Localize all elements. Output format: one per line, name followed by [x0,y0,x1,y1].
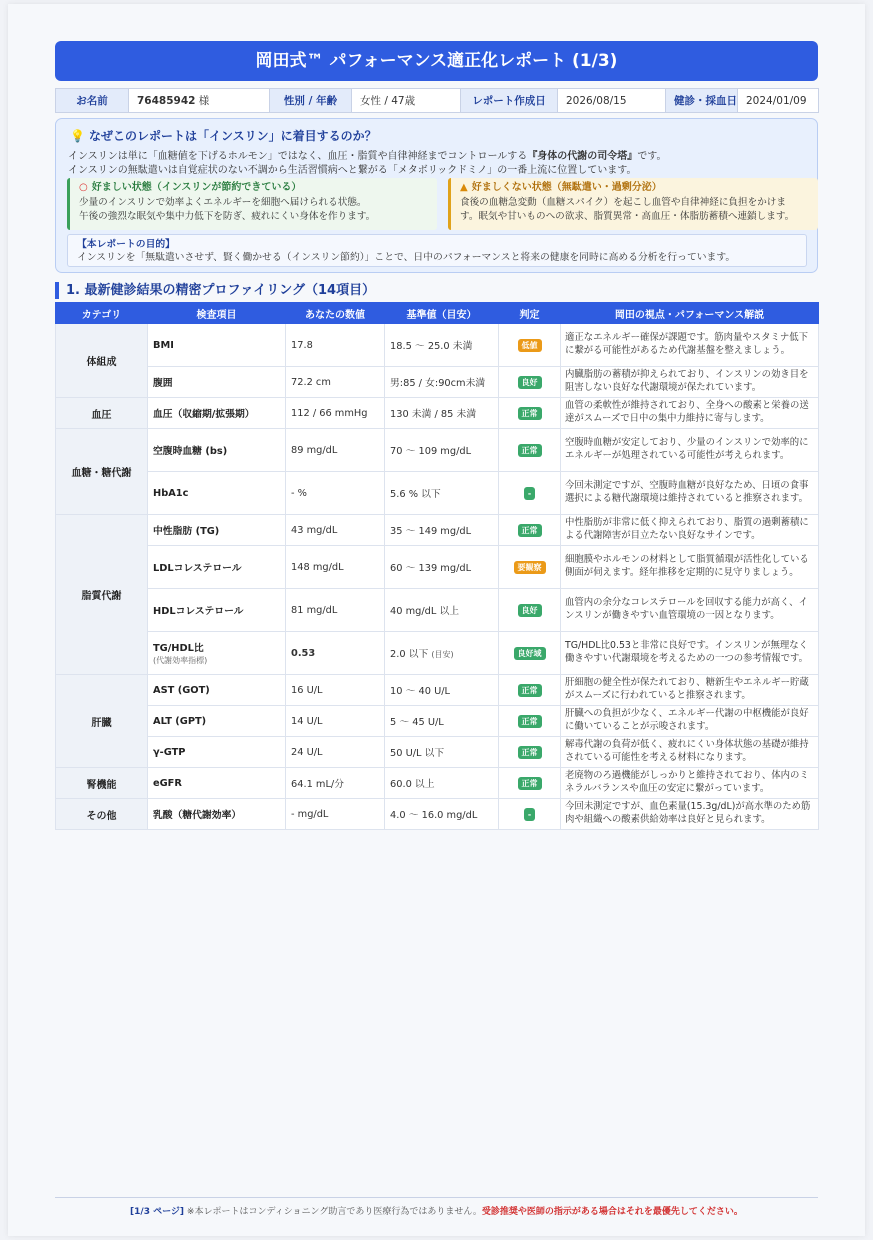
value-cell: 64.1 mL/分 [286,768,385,799]
report-page [8,4,865,1236]
item-cell: eGFR [148,768,286,799]
status-badge: 正常 [518,444,542,457]
judgement-cell [499,737,561,768]
value-cell: 89 mg/dL [286,429,385,472]
sex-age-value: 女性 / 47歳 [352,89,461,113]
purpose-text: インスリンを「無駄遣いさせず、賢く働かせる（インスリン節約）」ことで、日中のパフォーマンスと将来の健康を同時に高める分析を行っています。 [77,252,736,263]
bad-state-title-text: 好ましくない状態（無駄遣い・過剰分泌） [471,182,662,193]
reference-cell: 40 mg/dL 以上 [385,589,499,632]
judgement-cell [499,799,561,830]
value-cell: 112 / 66 mmHg [286,398,385,429]
value-cell: 16 U/L [286,675,385,706]
judgement-cell [499,472,561,515]
status-badge: 良好域 [514,647,546,660]
table-header-row [56,303,819,324]
why-heading-text: なぜこのレポートは「インスリン」に着目するのか？ [88,129,377,143]
report-title: 岡田式™ パフォーマンス適正化レポート (1/3) [55,41,818,81]
judgement-cell [499,632,561,675]
category-cell: 脂質代謝 [56,515,148,675]
item-cell [148,632,286,675]
reference-note: (目安) [431,650,454,659]
col-header-item: 検査項目 [148,303,286,324]
reference-cell: 130 未満 / 85 未満 [385,398,499,429]
item-cell: AST (GOT) [148,675,286,706]
col-header-judgement: 判定 [499,303,561,324]
table-row [56,546,819,589]
good-state-title-text: 好ましい状態（インスリンが節約できている） [91,182,302,193]
exam-date-label: 健診・採血日 [666,89,738,113]
table-row [56,768,819,799]
why-p1-part-a: インスリンは単に「血糖値を下げるホルモン」ではなく、血圧・脂質や自律神経までコントロールする [68,151,528,162]
table-row [56,324,819,367]
status-badge: 要観察 [514,561,546,574]
item-cell: HbA1c [148,472,286,515]
good-state-title [79,181,429,195]
commentary-cell: 今回未測定ですが、血色素量(15.3g/dL)が高水準のため筋肉や組織への酸素供給効率は良好と見られます。 [561,799,819,830]
page-number: [1/3 ページ] [130,1207,185,1217]
name-label: お名前 [56,89,129,113]
table-row [56,706,819,737]
reference-cell: 18.5 〜 25.0 未満 [385,324,499,367]
value-cell [286,632,385,675]
reference-cell: 70 〜 109 mg/dL [385,429,499,472]
item-cell: BMI [148,324,286,367]
page-footer [55,1204,818,1217]
bad-state-title [460,181,810,195]
value-cell: 24 U/L [286,737,385,768]
why-p1-part-c: です。 [637,151,667,162]
category-cell: 肝臓 [56,675,148,768]
judgement-cell [499,367,561,398]
table-row [56,429,819,472]
col-header-value: あなたの数値 [286,303,385,324]
status-badge: 正常 [518,746,542,759]
status-badge: - [524,487,535,500]
circle-icon: ○ [79,182,88,193]
why-paragraph-2: インスリンの無駄遣いは自覚症状のない不調から生活習慣病へと繋がる「メタボリックドミノ」の一番上流に位置しています。 [68,165,637,176]
table-row [56,675,819,706]
item-cell: γ-GTP [148,737,286,768]
category-cell: 血糖・糖代謝 [56,429,148,515]
category-cell: 腎機能 [56,768,148,799]
name-value [129,89,270,113]
item-cell: 中性脂肪 (TG) [148,515,286,546]
sex-age-label: 性別 / 年齢 [270,89,352,113]
item-cell: LDLコレステロール [148,546,286,589]
warning-icon: ▲ [460,182,468,193]
status-badge: 正常 [518,777,542,790]
item-cell: 空腹時血糖 (bs) [148,429,286,472]
commentary-cell: 空腹時血糖が安定しており、少量のインスリンで効率的にエネルギーが処理されている可能性が考えられます。 [561,429,819,472]
commentary-cell: 血管の柔軟性が維持されており、全身への酸素と栄養の送達がスムーズで日中の集中力維持に寄与します。 [561,398,819,429]
patient-id: 76485942 [137,95,196,107]
bad-state-card [448,178,818,230]
bad-state-line-2: す。眠気や甘いものへの欲求、脂質異常・高血圧・体脂肪蓄積へ連鎖します。 [460,211,795,222]
value-cell: 148 mg/dL [286,546,385,589]
reference-cell: 5.6 % 以下 [385,472,499,515]
status-badge: 良好 [518,376,542,389]
status-badge: 低値 [518,339,542,352]
category-cell: 血圧 [56,398,148,429]
commentary-cell: 細胞膜やホルモンの材料として脂質循環が活性化している側面が伺えます。経年推移を定期的に見守りましょう。 [561,546,819,589]
commentary-cell: TG/HDL比0.53と非常に良好です。インスリンが無理なく働きやすい代謝環境を考えるための一つの参考情報です。 [561,632,819,675]
patient-info-table [55,88,819,113]
name-suffix: 様 [195,95,210,107]
value-cell: - % [286,472,385,515]
judgement-cell [499,398,561,429]
judgement-cell [499,768,561,799]
value-cell: 43 mg/dL [286,515,385,546]
why-paragraph-1 [68,147,667,162]
judgement-cell [499,546,561,589]
status-badge: 正常 [518,407,542,420]
value-text: 0.53 [291,647,316,659]
item-subtitle: (代謝効率指標) [153,656,208,665]
report-purpose-box [67,234,807,267]
good-state-card [67,178,437,230]
col-header-commentary: 岡田の視点・パフォーマンス解説 [561,303,819,324]
reference-cell [385,632,499,675]
report-date-label: レポート作成日 [461,89,558,113]
item-cell: 乳酸（糖代謝効率） [148,799,286,830]
exam-date-value: 2024/01/09 [738,89,819,113]
insulin-explanation-box [55,118,818,273]
good-state-line-1: 少量のインスリンで効率よくエネルギーを細胞へ届けられる状態。 [79,197,367,208]
commentary-cell: 肝細胞の健全性が保たれており、糖新生やエネルギー貯蔵がスムーズに行われていると推察されます。 [561,675,819,706]
col-header-category: カテゴリ [56,303,148,324]
footer-warning: 受診推奨や医師の指示がある場合はそれを最優先してください。 [481,1207,743,1217]
commentary-cell: 今回未測定ですが、空腹時血糖が良好なため、日頃の食事選択による糖代謝環境は維持されていると推察されます。 [561,472,819,515]
footer-divider [55,1197,818,1198]
table-row [56,589,819,632]
commentary-cell: 解毒代謝の負荷が低く、疲れにくい身体状態の基礎が維持されている可能性を考える材料になります。 [561,737,819,768]
commentary-cell: 肝臓への負担が少なく、エネルギー代謝の中枢機能が良好に働いていることが示唆されます。 [561,706,819,737]
judgement-cell [499,429,561,472]
reference-cell: 男:85 / 女:90cm未満 [385,367,499,398]
commentary-cell: 老廃物のろ過機能がしっかりと維持されており、体内のミネラルバランスや血圧の安定に繋がっています。 [561,768,819,799]
reference-cell: 50 U/L 以下 [385,737,499,768]
why-p1-emphasis: 『身体の代謝の司令塔』 [527,151,638,162]
table-row [56,737,819,768]
lightbulb-icon: 💡 [70,129,85,143]
commentary-cell: 中性脂肪が非常に低く抑えられており、脂質の過剰蓄積による代謝障害が目立たない良好なサインです。 [561,515,819,546]
reference-text: 2.0 以下 [390,649,429,660]
status-badge: 良好 [518,604,542,617]
reference-cell: 5 〜 45 U/L [385,706,499,737]
value-cell: 72.2 cm [286,367,385,398]
why-heading [70,127,377,144]
good-state-line-2: 午後の強烈な眠気や集中力低下を防ぎ、疲れにくい身体を作ります。 [79,211,376,222]
value-cell: - mg/dL [286,799,385,830]
category-cell: 体組成 [56,324,148,398]
value-cell: 81 mg/dL [286,589,385,632]
commentary-cell: 内臓脂肪の蓄積が抑えられており、インスリンの効き目を阻害しない良好な代謝環境が保たれています。 [561,367,819,398]
judgement-cell [499,589,561,632]
item-name: TG/HDL比 [153,643,204,654]
status-badge: 正常 [518,684,542,697]
status-badge: 正常 [518,715,542,728]
bad-state-line-1: 食後の血糖急変動（血糖スパイク）を起こし血管や自律神経に負担をかけま [460,197,786,208]
col-header-reference: 基準値（目安） [385,303,499,324]
reference-cell: 60 〜 139 mg/dL [385,546,499,589]
reference-cell: 10 〜 40 U/L [385,675,499,706]
judgement-cell [499,675,561,706]
status-badge: 正常 [518,524,542,537]
value-cell: 17.8 [286,324,385,367]
section-1-title: 1. 最新健診結果の精密プロファイリング（14項目） [55,282,375,299]
judgement-cell [499,515,561,546]
judgement-cell [499,324,561,367]
judgement-cell [499,706,561,737]
table-row [56,367,819,398]
category-cell: その他 [56,799,148,830]
reference-cell: 60.0 以上 [385,768,499,799]
table-row [56,398,819,429]
purpose-title: 【本レポートの目的】 [77,239,175,250]
reference-cell: 4.0 〜 16.0 mg/dL [385,799,499,830]
item-cell: ALT (GPT) [148,706,286,737]
value-cell: 14 U/L [286,706,385,737]
report-date-value: 2026/08/15 [558,89,666,113]
commentary-cell: 適正なエネルギー確保が課題です。筋肉量やスタミナ低下に繋がる可能性があるため代謝基盤を整えましょう。 [561,324,819,367]
status-badge: - [524,808,535,821]
commentary-cell: 血管内の余分なコレステロールを回収する能力が高く、インスリンが働きやすい血管環境の一因となります。 [561,589,819,632]
table-row [56,472,819,515]
table-row [56,515,819,546]
reference-cell: 35 〜 149 mg/dL [385,515,499,546]
footer-disclaimer: ※本レポートはコンディショニング助言であり医療行為ではありません。 [184,1207,482,1217]
health-results-table [55,302,819,830]
table-row [56,632,819,675]
table-row [56,799,819,830]
item-cell: 血圧（収縮期/拡張期） [148,398,286,429]
item-cell: 腹囲 [148,367,286,398]
item-cell: HDLコレステロール [148,589,286,632]
